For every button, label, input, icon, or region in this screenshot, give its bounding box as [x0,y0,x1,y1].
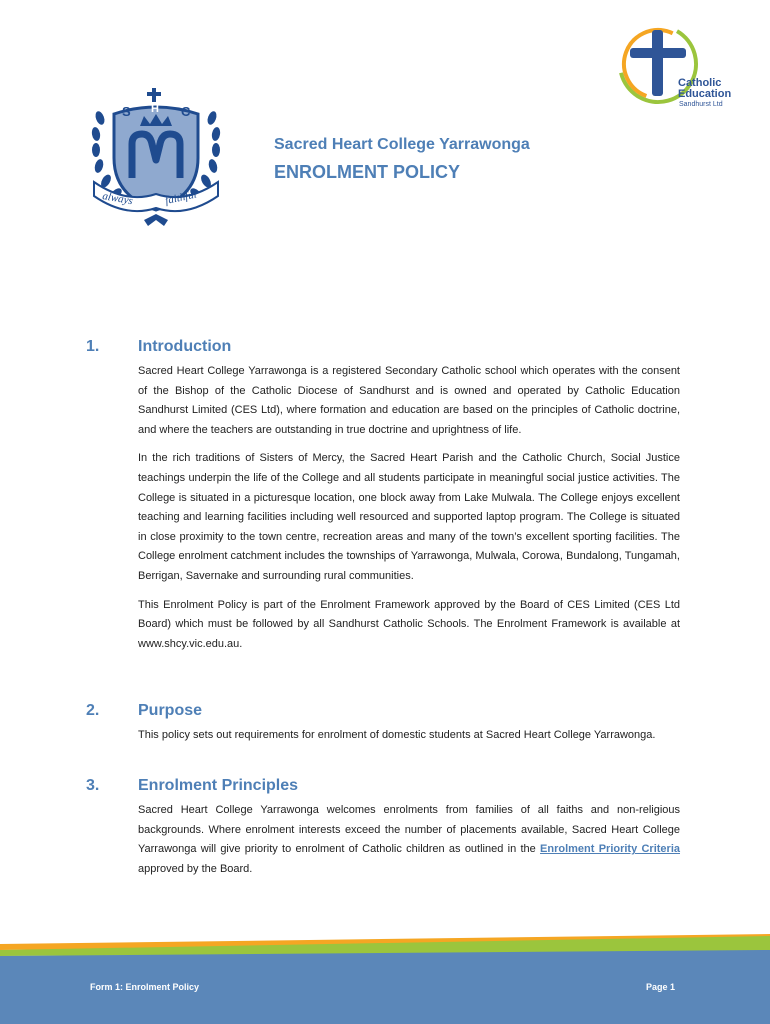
section-heading [86,338,680,356]
crest-letter-c: C [181,104,191,119]
section-title: Purpose [138,702,203,719]
crest-letter-s: S [122,104,131,119]
paragraph: In the rich traditions of Sisters of Mercy, the Sacred Heart Parish and the Catholic Church, Social Justice teachings underpin the life of the College and all students participate in meaningful social justice activities. The College is situated in a picturesque location, one block away from Lake Mulwala. The College enjoys excellent teaching and learning facilities including well resourced and supported laptop program. The College is situated in close proximity to the town centre, recreation areas and many of the town’s excellent sporting facilities. The College enrolment catchment includes the townships of Yarrawonga, Mulwala, Corowa, Bundalong, Tungamah, Berrigan, Savernake and surrounding rural communities. [138,452,680,582]
footer-page-number: Page 1 [646,982,676,992]
paragraph: This policy sets out requirements for enrolment of domestic students at Sacred Heart College Yarrawonga. [138,729,656,741]
footer-band [0,930,770,1024]
paragraph: Sacred Heart College Yarrawonga is a registered Secondary Catholic school which operates with the consent of the Bishop of the Catholic Diocese of Sandhurst and is owned and operated by Catholic Education Sandhurst Limited (CES Ltd), where formation and education are based on the principles of Catholic doctrine, and where the teachers are outstanding in true doctrine and uprightness of life. [138,365,680,436]
college-crest-logo [86,86,226,232]
section-number: 3. [86,777,100,794]
policy-title: ENROLMENT POLICY [274,162,461,182]
motto-faithful: faithful [164,188,198,207]
section-heading [86,702,680,720]
section-number: 2. [86,702,100,719]
section-heading [86,777,680,795]
motto-always: always [101,190,134,208]
section-number: 1. [86,338,100,355]
paragraph: This Enrolment Policy is part of the Enrolment Framework approved by the Board of CES Limited (CES Ltd Board) which must be followed by all Sandhurst Catholic Schools. The Enrolment Framework is available at www.shcy.vic.edu.au. [138,598,680,650]
cross-icon [147,88,161,102]
paragraph-text: Sacred Heart College Yarrawonga welcomes enrolments from families of all faiths and non-religious backgrounds. Where enrolment interests exceed the number of placements available, Sacred Heart College Yarrawonga will give priority to enrolment of Catholic children as outlined in the [138,804,680,856]
title-block [274,136,530,183]
paragraph-text: approved by the Board. [138,862,253,875]
section-title: Introduction [138,338,232,355]
section-introduction [86,338,680,663]
crest-letter-h: H [151,103,159,115]
section-enrolment-principles [86,777,680,888]
section-purpose [86,702,680,755]
ce-logo-line3: Sandhurst Ltd [679,101,723,108]
enrolment-priority-criteria-link[interactable]: Enrolment Priority Criteria [540,843,680,856]
catholic-education-logo [612,18,742,113]
ce-logo-line1: Catholic [678,77,722,89]
ce-logo-line2: Education [678,88,732,100]
college-name: Sacred Heart College Yarrawonga [274,136,530,153]
paragraph [138,801,680,879]
footer-form-label: Form 1: Enrolment Policy [90,982,200,992]
section-title: Enrolment Principles [138,777,299,794]
bow-icon [144,214,168,226]
